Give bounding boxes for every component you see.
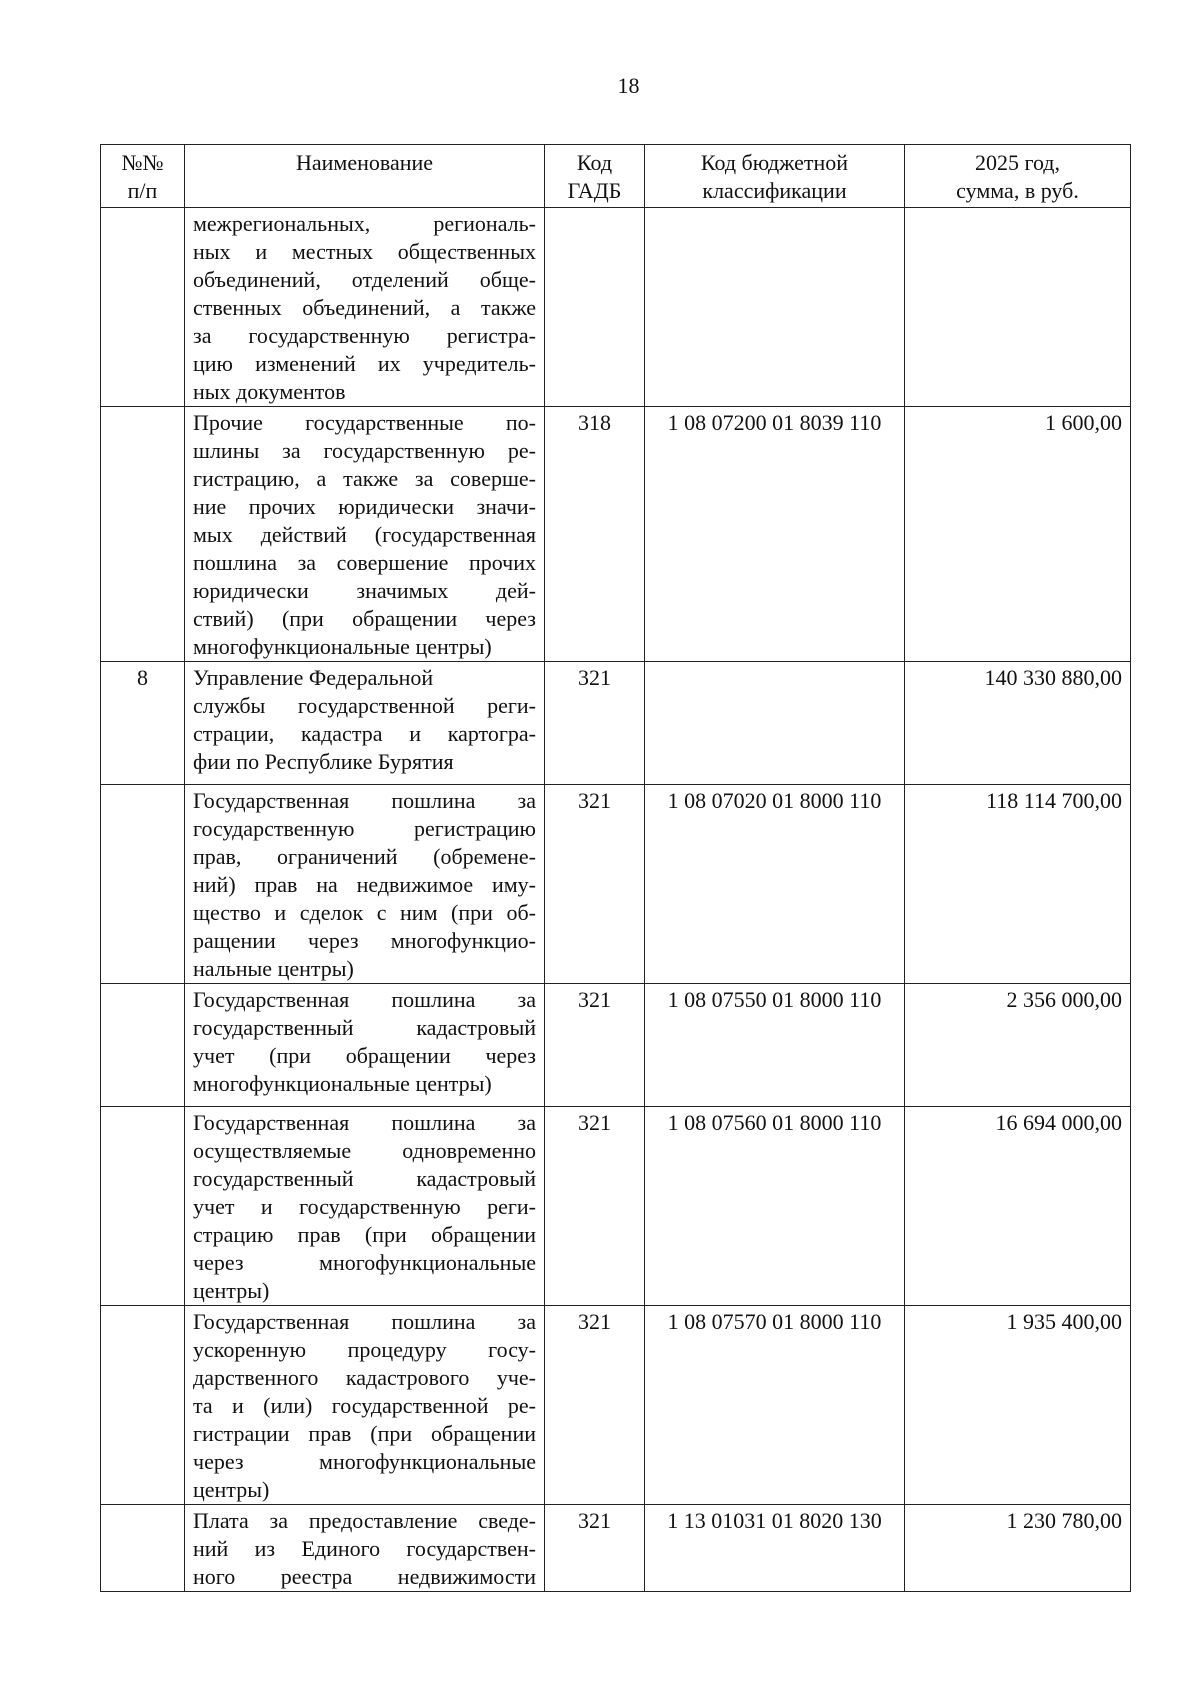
row-name-line: Государственная пошлина за xyxy=(193,1110,536,1135)
row-name-line: прав, ограничений (обремене- xyxy=(193,844,536,869)
row-gadb: 321 xyxy=(545,1107,645,1306)
row-gadb: 321 xyxy=(545,662,645,785)
page-number: 18 xyxy=(617,73,640,98)
row-name-line: Плата за предоставление сведе- xyxy=(193,1508,536,1533)
row-num xyxy=(101,407,185,662)
header-kbk xyxy=(645,145,905,208)
row-name-line: фии по Республике Бурятия xyxy=(193,749,454,774)
row-name-line: ных и местных общественных xyxy=(193,239,536,264)
row-name-line: ние прочих юридически значи- xyxy=(193,494,536,519)
header-name xyxy=(185,145,545,208)
header-gadb xyxy=(545,145,645,208)
header-num-line: п/п xyxy=(127,178,158,203)
row-kbk: 1 08 07570 01 8000 110 xyxy=(645,1306,905,1505)
row-name-line: ных документов xyxy=(193,379,346,404)
row-gadb: 321 xyxy=(545,1505,645,1592)
budget-revenue-table xyxy=(100,144,1131,1592)
row-num xyxy=(101,208,185,407)
header-sum xyxy=(905,145,1131,208)
header-gadb-line: ГАДБ xyxy=(567,178,622,203)
row-name-line: пошлина за совершение прочих xyxy=(193,550,536,575)
row-name xyxy=(185,1306,545,1505)
row-num xyxy=(101,785,185,984)
row-name-line: ствий) (при обращении через xyxy=(193,606,536,631)
row-name xyxy=(185,407,545,662)
row-name-line: государственную регистрацию xyxy=(193,816,536,841)
row-name-line: центры) xyxy=(193,1278,270,1303)
header-sum-line: сумма, в руб. xyxy=(956,178,1079,203)
row-name-line: Прочие государственные по- xyxy=(193,410,536,435)
row-name xyxy=(185,1107,545,1306)
row-num xyxy=(101,984,185,1107)
row-sum: 140 330 880,00 xyxy=(905,662,1131,785)
row-kbk: 1 08 07020 01 8000 110 xyxy=(645,785,905,984)
row-name-line: ного реестра недвижимости xyxy=(193,1564,536,1589)
row-name-line: мых действий (государственная xyxy=(193,522,536,547)
row-gadb: 318 xyxy=(545,407,645,662)
row-sum: 118 114 700,00 xyxy=(905,785,1131,984)
row-name-line: Государственная пошлина за xyxy=(193,987,536,1012)
row-name-line: ний из Единого государствен- xyxy=(193,1536,536,1561)
row-name xyxy=(185,984,545,1107)
row-name-line: дарственного кадастрового уче- xyxy=(193,1365,536,1390)
row-name-line: та и (или) государственной ре- xyxy=(193,1393,536,1418)
row-name-line: Государственная пошлина за xyxy=(193,1309,536,1334)
row-name xyxy=(185,1505,545,1592)
header-kbk-line: классификации xyxy=(702,178,847,203)
row-name-line: гистрацию, а также за соверше- xyxy=(193,466,536,491)
row-name-line: центры) xyxy=(193,1477,270,1502)
row-name-line: через многофункциональные xyxy=(193,1250,536,1275)
header-num xyxy=(101,145,185,208)
row-gadb: 321 xyxy=(545,984,645,1107)
header-gadb-line: Код xyxy=(576,150,613,175)
row-sum: 1 230 780,00 xyxy=(905,1505,1131,1592)
row-kbk xyxy=(645,662,905,785)
row-name-line: учет и государственную реги- xyxy=(193,1194,536,1219)
row-name-line: гистрации прав (при обращении xyxy=(193,1421,536,1446)
table-header-row xyxy=(101,145,1131,208)
table-row xyxy=(101,984,1131,1107)
row-name-line: объединений, отделений обще- xyxy=(193,267,536,292)
row-name xyxy=(185,785,545,984)
row-name-line: осуществляемые одновременно xyxy=(193,1138,536,1163)
row-name-line: ускоренную процедуру госу- xyxy=(193,1337,536,1362)
row-name-line: страции, кадастра и картогра- xyxy=(193,721,536,746)
row-name-line: ращении через многофункцио- xyxy=(193,928,536,953)
row-name-line: юридически значимых дей- xyxy=(193,578,536,603)
row-name-line: Управление Федеральной xyxy=(193,665,434,690)
row-gadb: 321 xyxy=(545,785,645,984)
row-name-line: нальные центры) xyxy=(193,956,354,981)
row-kbk: 1 08 07560 01 8000 110 xyxy=(645,1107,905,1306)
row-name-line: через многофункциональные xyxy=(193,1449,536,1474)
row-num: 8 xyxy=(101,662,185,785)
table-row xyxy=(101,407,1131,662)
row-name-line: щество и сделок с ним (при об- xyxy=(193,900,536,925)
row-kbk xyxy=(645,208,905,407)
row-name-line: цию изменений их учредитель- xyxy=(193,351,536,376)
row-gadb xyxy=(545,208,645,407)
row-name-line: ственных объединений, а также xyxy=(193,295,536,320)
row-name-line: Государственная пошлина за xyxy=(193,788,536,813)
row-num xyxy=(101,1107,185,1306)
row-sum: 16 694 000,00 xyxy=(905,1107,1131,1306)
row-name-line: за государственную регистра- xyxy=(193,323,536,348)
row-num xyxy=(101,1505,185,1592)
row-name-line: многофункциональные центры) xyxy=(193,1071,492,1096)
row-kbk: 1 08 07550 01 8000 110 xyxy=(645,984,905,1107)
table-row xyxy=(101,208,1131,407)
row-name-line: государственный кадастровый xyxy=(193,1015,536,1040)
header-num-line: №№ xyxy=(121,150,164,175)
row-num xyxy=(101,1306,185,1505)
row-sum xyxy=(905,208,1131,407)
row-name-line: многофункциональные центры) xyxy=(193,634,492,659)
table-row xyxy=(101,1306,1131,1505)
table-row xyxy=(101,785,1131,984)
row-name-line: службы государственной реги- xyxy=(193,693,536,718)
row-name-line: страцию прав (при обращении xyxy=(193,1222,536,1247)
header-kbk-line: Код бюджетной xyxy=(700,150,849,175)
table-row xyxy=(101,662,1131,785)
table-row xyxy=(101,1505,1131,1592)
row-name-line: ний) прав на недвижимое иму- xyxy=(193,872,536,897)
row-sum: 1 600,00 xyxy=(905,407,1131,662)
row-name-line: учет (при обращении через xyxy=(193,1043,536,1068)
row-name-line: межрегиональных, региональ- xyxy=(193,211,536,236)
row-sum: 2 356 000,00 xyxy=(905,984,1131,1107)
header-name-line: Наименование xyxy=(295,150,434,175)
row-name-line: государственный кадастровый xyxy=(193,1166,536,1191)
row-name xyxy=(185,208,545,407)
row-kbk: 1 13 01031 01 8020 130 xyxy=(645,1505,905,1592)
row-name xyxy=(185,662,545,785)
row-gadb: 321 xyxy=(545,1306,645,1505)
row-name-line: шлины за государственную ре- xyxy=(193,438,536,463)
row-sum: 1 935 400,00 xyxy=(905,1306,1131,1505)
header-sum-line: 2025 год, xyxy=(974,150,1061,175)
table-row xyxy=(101,1107,1131,1306)
row-kbk: 1 08 07200 01 8039 110 xyxy=(645,407,905,662)
